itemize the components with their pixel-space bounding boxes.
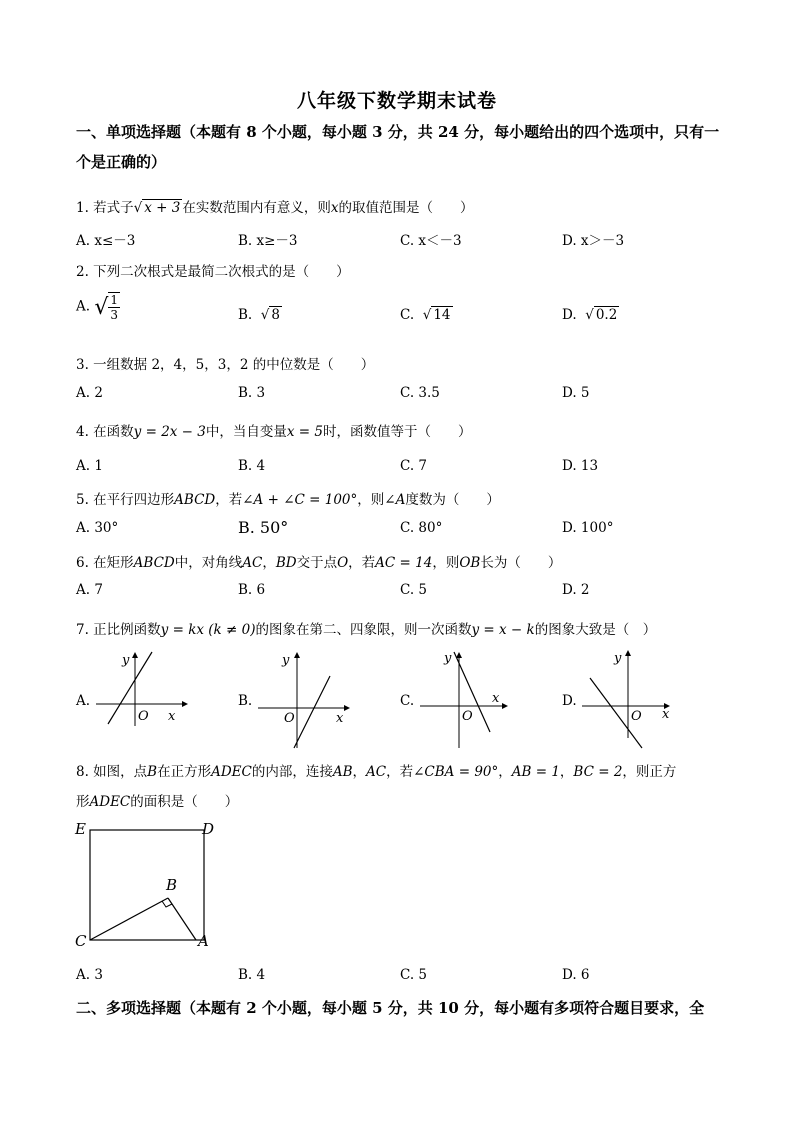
q7-func1: y = kx (k ≠ 0) (160, 622, 256, 638)
q2-d-label: D. (562, 307, 577, 323)
fraction-one-third: $\frac{1}{3}$ (110, 293, 119, 322)
segment-cb (90, 898, 168, 940)
q6-ob: OB (459, 555, 481, 571)
q5-option-b[interactable]: B. 50° (238, 518, 289, 537)
x-label: x (168, 709, 176, 724)
q4-function: y = 2x − 3 (133, 424, 206, 440)
x-arrow-icon (502, 703, 508, 709)
origin-label: O (462, 709, 473, 724)
label-b: B (166, 876, 178, 894)
graph-line (294, 676, 330, 748)
y-label: y (614, 651, 622, 666)
y-arrow-icon (294, 652, 300, 658)
q7-graph-a[interactable] (92, 648, 192, 728)
q8-option-d[interactable]: D. 6 (562, 967, 590, 983)
q2-a-label: A. (76, 298, 91, 315)
q2-d-radicand: 0.2 (595, 307, 618, 323)
q7-stem-c: 的图象大致是（ ） (534, 622, 657, 638)
q5-condition: ∠A + ∠C = 100° (242, 492, 358, 508)
x-arrow-icon (344, 705, 350, 711)
q8-cond3: BC = 2 (573, 764, 623, 780)
q4-stem-c: 时，函数值等于（ ） (323, 424, 472, 440)
q5-angle: ∠A (384, 492, 406, 508)
q8-stem-a: 8. 如图，点 (76, 764, 148, 780)
question-4 (76, 420, 472, 440)
q7-option-d-label[interactable]: D. (562, 693, 577, 709)
x-label: x (662, 707, 670, 722)
q6-stem-d: 交于点 (296, 555, 338, 571)
question-7 (76, 618, 656, 638)
q4-condition: x = 5 (286, 424, 323, 440)
q6-option-b[interactable]: B. 6 (238, 582, 266, 598)
q6-shape: ABCD (133, 555, 175, 571)
q8-stem-b: 在正方形 (157, 764, 212, 780)
y-label: y (444, 651, 452, 666)
q5-stem-c: ，则 (357, 492, 385, 508)
q8-stem-f: ， (498, 764, 512, 780)
q8-stem-e: ，若 (386, 764, 414, 780)
segment-ba (168, 898, 196, 940)
q4-option-b[interactable]: B. 4 (238, 458, 266, 474)
section2-heading: 二、多项选择题（本题有 2 个小题，每小题 5 分，共 10 分，每小题有多项符合题目要求，全 (76, 999, 705, 1017)
q5-option-a[interactable]: A. 30° (76, 520, 119, 536)
question-3: 3. 一组数据 2，4，5，3，2 的中位数是（ ） (76, 357, 375, 373)
q5-stem-d: 度数为（ ） (405, 492, 500, 508)
q6-stem-f: ，则 (432, 555, 460, 571)
q8-line2-a: 形 (76, 794, 90, 810)
origin-label: O (138, 709, 149, 724)
origin-label: O (284, 711, 295, 726)
q6-stem-a: 6. 在矩形 (76, 555, 134, 571)
y-label: y (282, 653, 290, 668)
q6-stem-e: ，若 (348, 555, 376, 571)
square-adec (90, 830, 204, 940)
q5-stem-b: ，若 (215, 492, 243, 508)
q5-stem-a: 5. 在平行四边形 (76, 492, 175, 508)
x-label: x (336, 711, 344, 726)
q2-c-label: C. (400, 307, 415, 323)
y-label: y (122, 653, 130, 668)
q8-ab: AB (332, 764, 353, 780)
q7-graph-b[interactable] (254, 648, 354, 752)
origin-label: O (631, 709, 642, 724)
q8-stem-d: ， (352, 764, 367, 780)
q1-option-a[interactable]: A. x≤－3 (76, 233, 136, 249)
question-5 (76, 488, 500, 508)
q2-option-b[interactable]: B. √ 8 (238, 307, 280, 323)
section1-heading: 一、单项选择题（本题有 8 个小题，每小题 3 分，共 24 分，每小题给出的四个选项中，只有一个是正确的） (76, 123, 720, 171)
q7-option-a-label[interactable]: A. (76, 693, 91, 709)
q6-option-a[interactable]: A. 7 (76, 582, 103, 598)
q1-option-b[interactable]: B. x≥－3 (238, 233, 298, 249)
x-arrow-icon (182, 701, 188, 707)
q8-option-b[interactable]: B. 4 (238, 967, 266, 983)
q7-func2: y = x − k (471, 622, 535, 638)
q8-stem-g: ， (559, 764, 574, 780)
q1-option-d[interactable]: D. x＞－3 (562, 233, 625, 249)
q6-condition: AC = 14 (375, 555, 433, 571)
q6-stem-b: 中，对角线 (174, 555, 243, 571)
q3-option-d[interactable]: D. 5 (562, 385, 590, 401)
q7-stem-b: 的图象在第二、四象限，则一次函数 (255, 622, 472, 638)
y-arrow-icon (132, 652, 138, 658)
q7-graph-c[interactable] (416, 648, 516, 752)
label-c: C (75, 932, 87, 950)
q8-line2-b: 的面积是（ ） (130, 794, 239, 810)
q6-option-d[interactable]: D. 2 (562, 582, 590, 598)
x-label: x (492, 691, 500, 706)
q8-stem-h: ，则正方 (622, 764, 677, 780)
q4-option-a[interactable]: A. 1 (76, 458, 103, 474)
q8-square-2: ADEC (89, 794, 131, 810)
q3-option-b[interactable]: B. 3 (238, 385, 266, 401)
label-d: D (202, 820, 215, 838)
sqrt-fraction: √ (94, 294, 109, 320)
question-2: 2. 下列二次根式是最简二次根式的是（ ） (76, 264, 350, 280)
q8-stem-c: 的内部，连接 (251, 764, 333, 780)
q3-option-a[interactable]: A. 2 (76, 385, 103, 401)
sqrt-expression: √ x + 3 (133, 200, 181, 216)
q2-b-radicand: 8 (271, 307, 280, 323)
q7-graph-d[interactable] (578, 648, 678, 752)
q7-option-b-label[interactable]: B. (238, 693, 253, 709)
q1-stem-a: 1. 若式子 (76, 200, 134, 216)
q6-stem-g: 长为（ ） (480, 555, 562, 571)
q8-option-a[interactable]: A. 3 (76, 967, 103, 983)
q8-point-b: B (147, 764, 158, 780)
q8-square: ADEC (211, 764, 252, 780)
q2-c-radicand: 14 (433, 307, 451, 323)
q1-stem-b: 在实数范围内有意义，则 (182, 200, 331, 216)
q2-option-c[interactable]: C. √ 14 (400, 307, 451, 323)
question-1 (76, 196, 474, 216)
q8-cond1: ∠CBA = 90° (413, 764, 499, 780)
q4-stem-b: 中，当自变量 (205, 424, 287, 440)
q5-option-d[interactable]: D. 100° (562, 520, 614, 536)
q8-figure (72, 818, 232, 952)
q5-shape: ABCD (174, 492, 216, 508)
page-title: 八年级下数学期末试卷 (296, 90, 497, 112)
q6-bd: BD (275, 555, 297, 571)
q2-option-a[interactable] (76, 292, 120, 322)
q6-stem-c: ， (262, 555, 276, 571)
q4-stem-a: 4. 在函数 (76, 424, 134, 440)
q6-o: O (337, 555, 349, 571)
q4-option-d[interactable]: D. 13 (562, 458, 599, 474)
q6-ac: AC (242, 555, 263, 571)
q1-option-c[interactable]: C. x＜－3 (400, 233, 462, 249)
q7-stem-a: 7. 正比例函数 (76, 622, 161, 638)
y-arrow-icon (625, 650, 631, 656)
q8-option-c[interactable]: C. 5 (400, 967, 428, 983)
q8-ac: AC (366, 764, 387, 780)
q5-option-c[interactable]: C. 80° (400, 520, 443, 536)
q2-option-d[interactable]: D. √ 0.2 (562, 307, 618, 323)
q2-b-label: B. (238, 307, 253, 323)
q1-stem-c: 的取值范围是（ ） (338, 200, 474, 216)
label-a: A (198, 932, 209, 950)
label-e: E (75, 820, 86, 838)
q1-var: x (330, 200, 339, 216)
question-6 (76, 551, 561, 571)
question-8-line2 (76, 790, 238, 810)
q6-option-c[interactable]: C. 5 (400, 582, 428, 598)
q7-option-c-label[interactable]: C. (400, 693, 415, 709)
q8-cond2: AB = 1 (511, 764, 560, 780)
question-8-line1 (76, 760, 676, 780)
q4-option-c[interactable]: C. 7 (400, 458, 428, 474)
q3-option-c[interactable]: C. 3.5 (400, 385, 440, 401)
